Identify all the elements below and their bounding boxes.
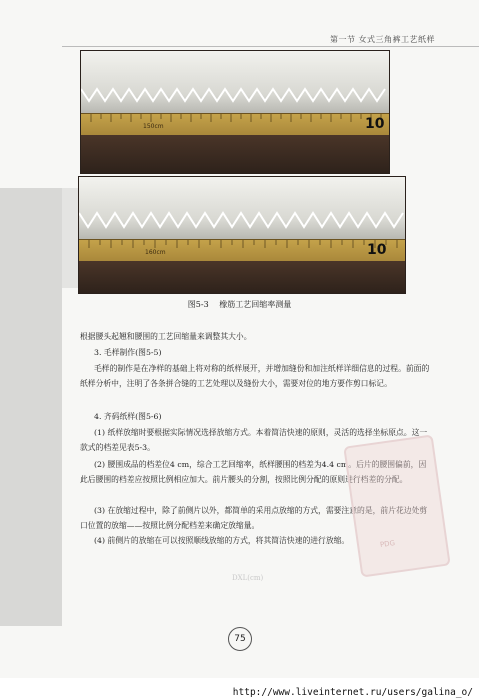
figure-photo-top [80, 50, 390, 174]
page-number: 75 [228, 627, 252, 651]
paragraph-5: (3) 在放缩过程中，除了前侧片以外，都简单的采用点放缩的方式，需要注意的是，前片花边处剪口位置的放缩——按照比例分配档差来确定放缩量。 [80, 506, 428, 530]
heading-mao-yang: 3. 毛样制作(图5-5) [94, 348, 162, 357]
ruler-number-bottom: 10 [367, 242, 387, 258]
watermark-text: PDG [379, 538, 396, 550]
paragraph-3: (1) 纸样放缩时要根据实际情况选择放缩方式。本着简洁快速的原则，灵活的选择坐标原点。这一款式的档差见表5-3。 [80, 428, 428, 452]
figure-photo-bottom [78, 176, 406, 294]
header-rule [62, 46, 479, 47]
faint-bleed-text: DXL(cm) [232, 574, 264, 582]
paragraph-1: 根据腰头起翘和腰围的工艺回缩量来调整其大小。 [80, 332, 252, 341]
ruler-label-top: 150cm [143, 123, 164, 130]
running-header: 第一节 女式三角裤工艺纸样 [329, 35, 435, 44]
zigzag-stitch-bottom [79, 209, 405, 231]
ruler-number-top: 10 [365, 116, 385, 132]
watermark-stamp [343, 434, 450, 577]
side-band-accent [62, 188, 78, 288]
figure-caption [0, 299, 479, 310]
source-url[interactable]: http://www.liveinternet.ru/users/galina_o/ [232, 687, 473, 698]
figure-title: 橡筋工艺回缩率测量 [219, 300, 292, 309]
figure-number: 图5-3 [187, 300, 209, 309]
ruler-ticks-bottom [79, 240, 405, 262]
paragraph-4: (2) 腰围成品的档差位4 cm，综合工艺回缩率，纸样腰围的档差为4.4 cm。后片的腰围偏前，因此后腰围的档差应按照比例相应加大。前片腰头的分割，按照比例分配的原则进行档差的分配。 [80, 460, 427, 484]
side-band [0, 188, 62, 626]
zigzag-stitch-top [81, 85, 389, 105]
paragraph-2: 毛样的制作是在净样的基础上将对称的纸样展开，并增加缝份和加注纸样详细信息的过程。前面的纸样分析中，注明了各条拼合缝的工艺处理以及缝份大小，需要对位的地方要作剪口标记。 [80, 364, 430, 388]
heading-qi-ma: 4. 齐码纸样(图5-6) [94, 412, 162, 421]
ruler-label-bottom: 160cm [145, 249, 166, 256]
url-bar [0, 678, 479, 700]
ruler-ticks-top [81, 114, 389, 136]
paragraph-6: (4) 前侧片的放缩在可以按照顺线放缩的方式，将其简洁快速的进行放缩。 [94, 536, 350, 545]
